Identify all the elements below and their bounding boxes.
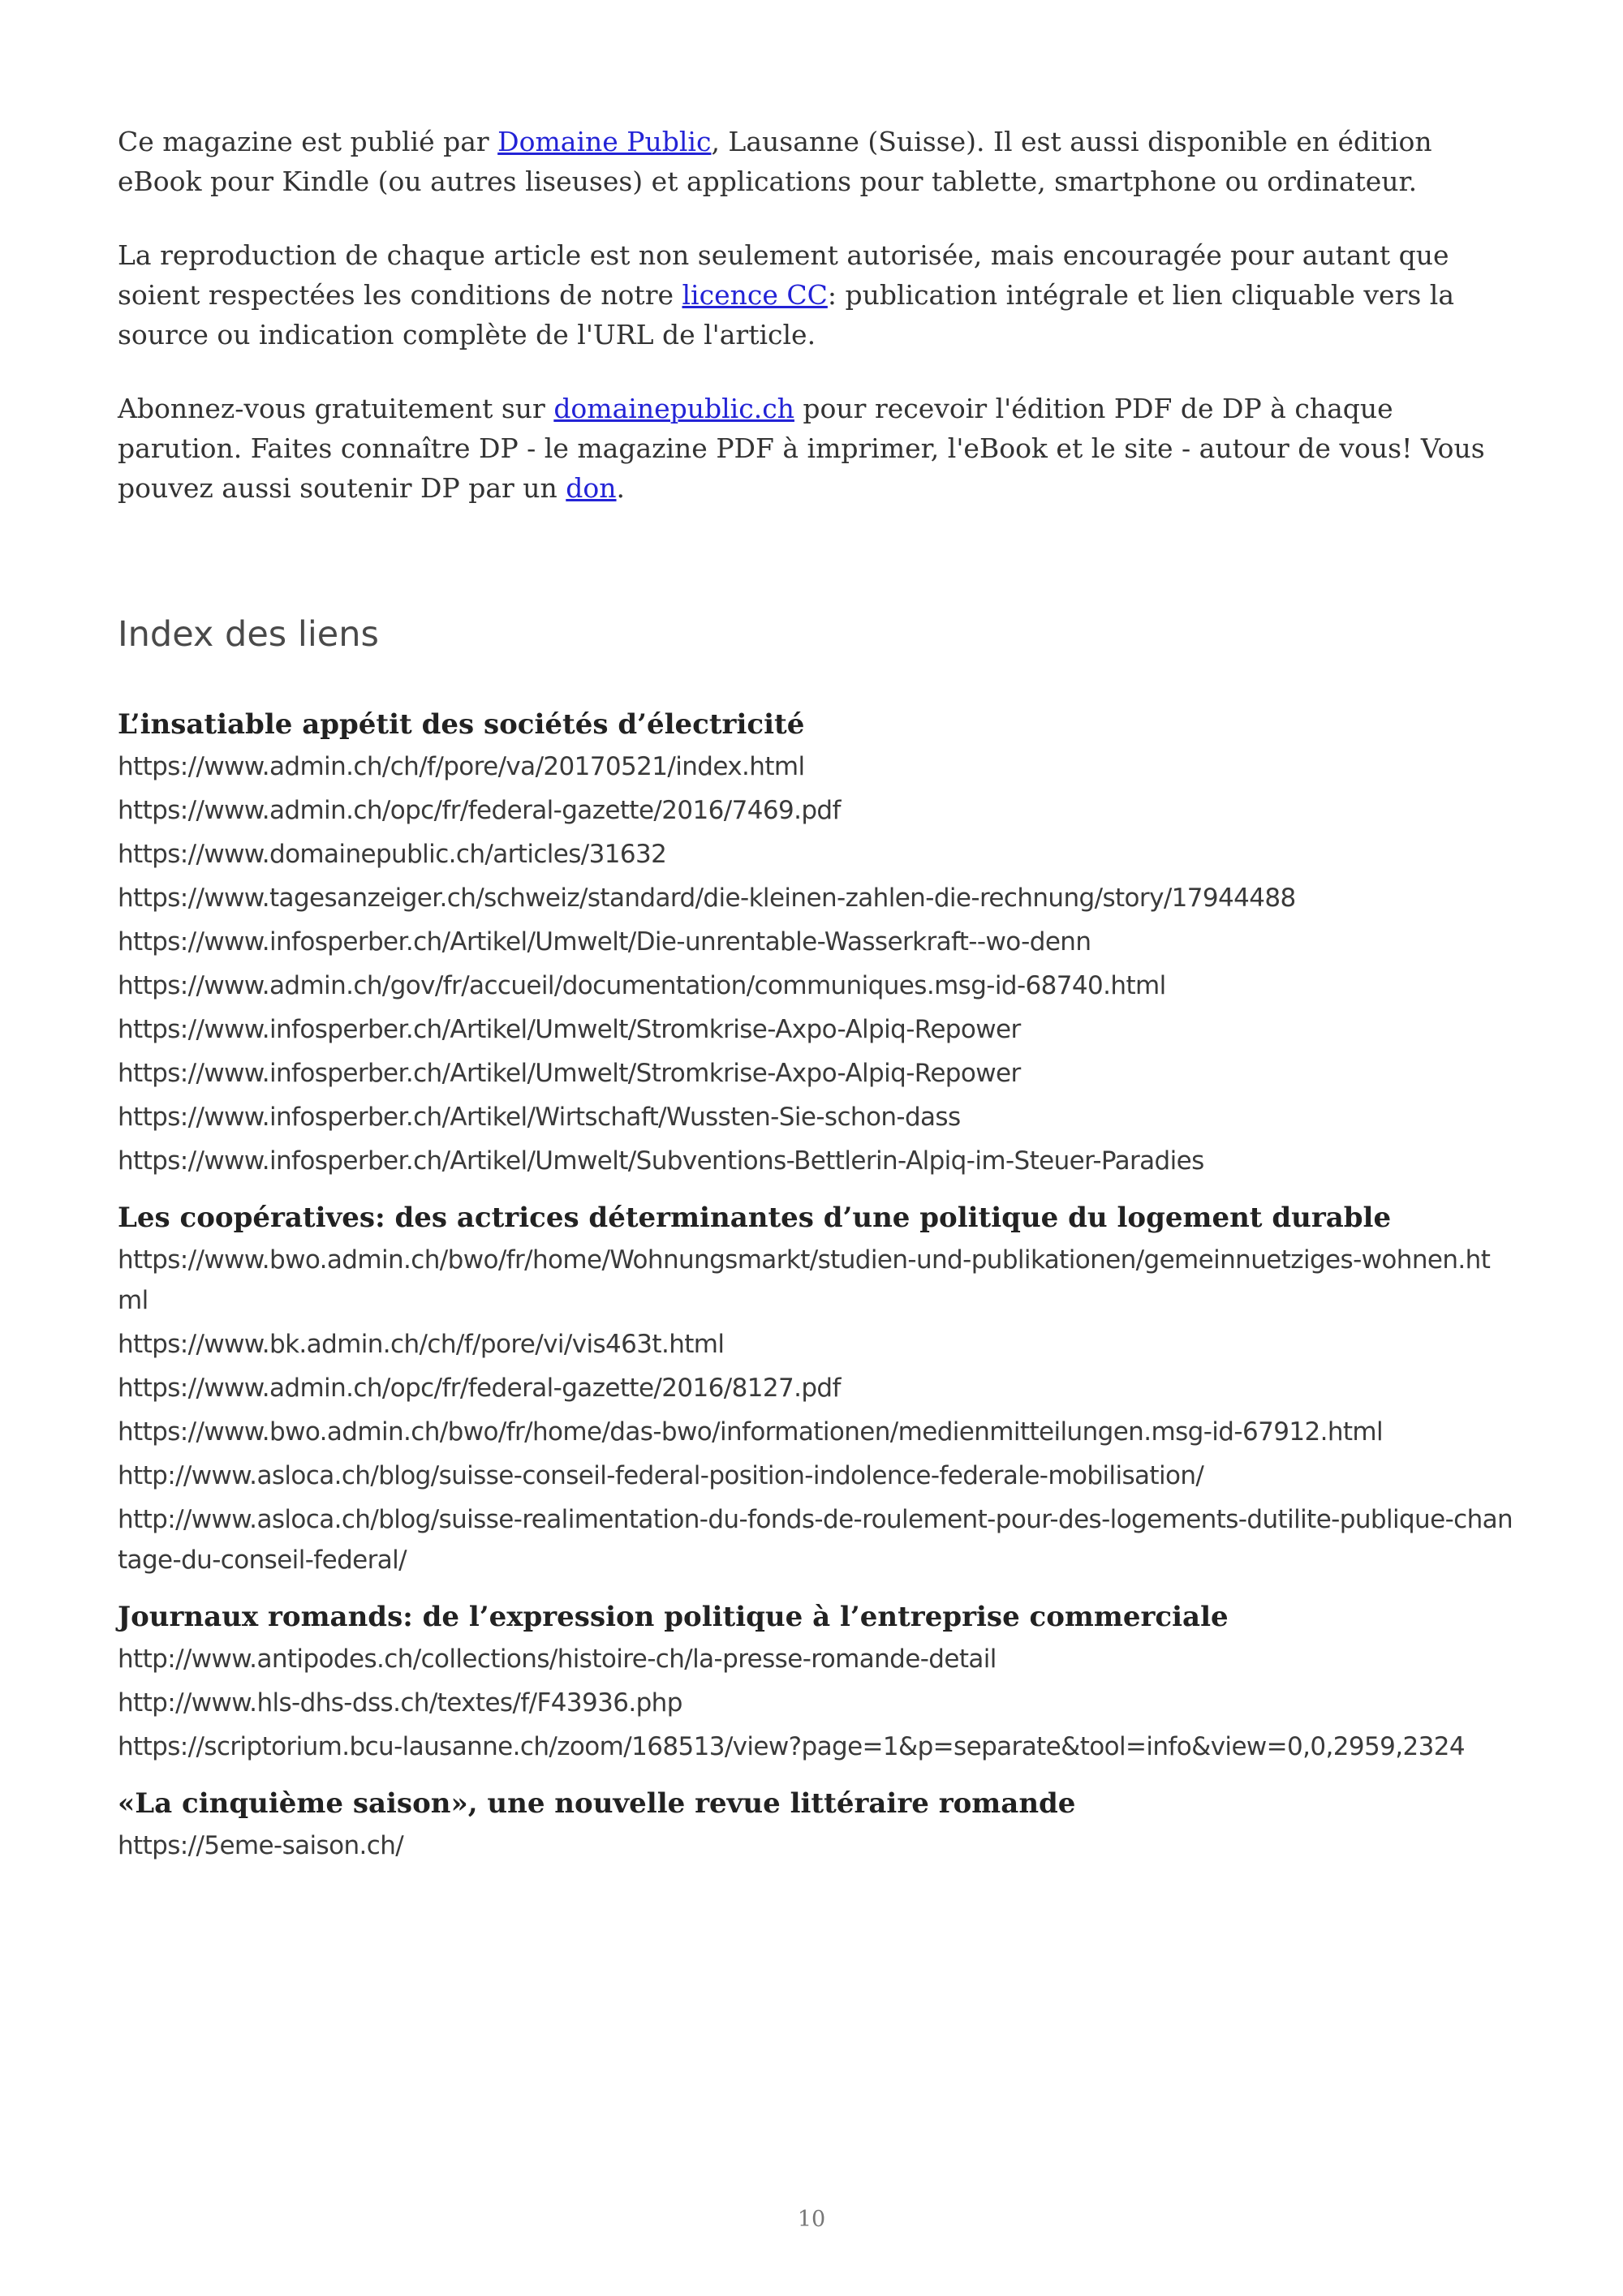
section-title: Journaux romands: de l’expression politique à l’entreprise commerciale xyxy=(118,1601,1229,1633)
domaine-public-link[interactable]: Domaine Public xyxy=(497,126,712,157)
intro-paragraph-subscribe xyxy=(118,389,1513,508)
intro-paragraph-license xyxy=(118,235,1513,355)
link-item[interactable]: https://www.infosperber.ch/Artikel/Wirtschaft/Wussten-Sie-schon-dass xyxy=(118,1103,961,1132)
link-item[interactable]: https://www.bwo.admin.ch/bwo/fr/home/das-bwo/informationen/medienmitteilungen.msg-id-67912.html xyxy=(118,1417,1384,1447)
index-title: Index des liens xyxy=(118,614,379,655)
link-item[interactable]: https://5eme-saison.ch/ xyxy=(118,1831,404,1860)
link-item[interactable]: https://www.infosperber.ch/Artikel/Umwelt/Die-unrentable-Wasserkraft--wo-denn xyxy=(118,927,1091,957)
intro-text: La reproduction de chaque article est non seulement autorisée, mais encouragée pour autant que soient respectées les conditions de notre xyxy=(118,239,1449,311)
section-title: Les coopératives: des actrices déterminantes d’une politique du logement durable xyxy=(118,1202,1392,1234)
link-item[interactable]: http://www.hls-dhs-dss.ch/textes/f/F43936.php xyxy=(118,1688,682,1718)
link-item[interactable]: https://www.admin.ch/ch/f/pore/va/20170521/index.html xyxy=(118,752,805,781)
link-item[interactable]: http://www.antipodes.ch/collections/histoire-ch/la-presse-romande-detail xyxy=(118,1645,997,1674)
link-item[interactable]: https://www.tagesanzeiger.ch/schweiz/standard/die-kleinen-zahlen-die-rechnung/story/17944488 xyxy=(118,884,1296,913)
link-item[interactable]: https://www.admin.ch/opc/fr/federal-gazette/2016/8127.pdf xyxy=(118,1374,841,1403)
link-list xyxy=(118,1637,1513,1769)
link-item[interactable]: https://www.admin.ch/opc/fr/federal-gazette/2016/7469.pdf xyxy=(118,796,841,825)
intro-text: , Lausanne (Suisse). Il est aussi disponible en édition eBook pour Kindle (ou autres liseuses) et applications pour tablette, smartphone ou ordinateur. xyxy=(118,126,1432,197)
index-section xyxy=(118,704,1513,1183)
intro-block xyxy=(118,122,1513,508)
link-item[interactable]: https://www.bk.admin.ch/ch/f/pore/vi/vis463t.html xyxy=(118,1330,725,1359)
link-item[interactable]: https://www.domainepublic.ch/articles/31632 xyxy=(118,840,667,869)
domainepublic-link[interactable]: domainepublic.ch xyxy=(553,393,794,424)
link-list xyxy=(118,1824,1513,1868)
index-section xyxy=(118,1783,1513,1868)
don-link[interactable]: don xyxy=(566,472,617,504)
licence-cc-link[interactable]: licence CC xyxy=(682,279,828,311)
intro-text: pour recevoir l'édition PDF de DP à chaque parution. Faites connaître DP - le magazine PDF à imprimer, l'eBook et le site - autour de vous! Vous pouvez aussi soutenir DP par un xyxy=(118,393,1485,504)
page-number: 10 xyxy=(797,2207,826,2232)
link-item[interactable]: https://www.bwo.admin.ch/bwo/fr/home/Wohnungsmarkt/studien-und-publikationen/gemeinnuetziges-wohnen.html xyxy=(118,1245,1491,1315)
section-title: «La cinquième saison», une nouvelle revue littéraire romande xyxy=(118,1787,1076,1820)
intro-paragraph-publisher xyxy=(118,122,1513,201)
link-item[interactable]: https://www.infosperber.ch/Artikel/Umwelt/Subventions-Bettlerin-Alpiq-im-Steuer-Paradies xyxy=(118,1146,1204,1176)
index-section xyxy=(118,1197,1513,1582)
intro-text: Abonnez-vous gratuitement sur xyxy=(118,393,554,424)
link-list xyxy=(118,1238,1513,1582)
link-item[interactable]: https://www.infosperber.ch/Artikel/Umwelt/Stromkrise-Axpo-Alpiq-Repower xyxy=(118,1015,1021,1044)
intro-text: . xyxy=(616,472,626,504)
intro-text: Ce magazine est publié par xyxy=(118,126,498,157)
link-item[interactable]: https://www.infosperber.ch/Artikel/Umwelt/Stromkrise-Axpo-Alpiq-Repower xyxy=(118,1059,1021,1088)
link-list xyxy=(118,745,1513,1183)
link-item[interactable]: http://www.asloca.ch/blog/suisse-realimentation-du-fonds-de-roulement-pour-des-logements-dutilite-publique-chantage-du-conseil-federal/ xyxy=(118,1505,1513,1575)
link-item[interactable]: https://www.admin.ch/gov/fr/accueil/documentation/communiques.msg-id-68740.html xyxy=(118,971,1166,1000)
page-content xyxy=(118,122,1513,1868)
link-item[interactable]: https://scriptorium.bcu-lausanne.ch/zoom/168513/view?page=1&p=separate&tool=info&view=0,0,2959,2324 xyxy=(118,1732,1466,1761)
intro-text: : publication intégrale et lien cliquable vers la source ou indication complète de l'URL de l'article. xyxy=(118,279,1455,350)
link-item[interactable]: http://www.asloca.ch/blog/suisse-conseil-federal-position-indolence-federale-mobilisation/ xyxy=(118,1461,1204,1490)
index-section xyxy=(118,1597,1513,1769)
section-title: L’insatiable appétit des sociétés d’électricité xyxy=(118,708,805,741)
